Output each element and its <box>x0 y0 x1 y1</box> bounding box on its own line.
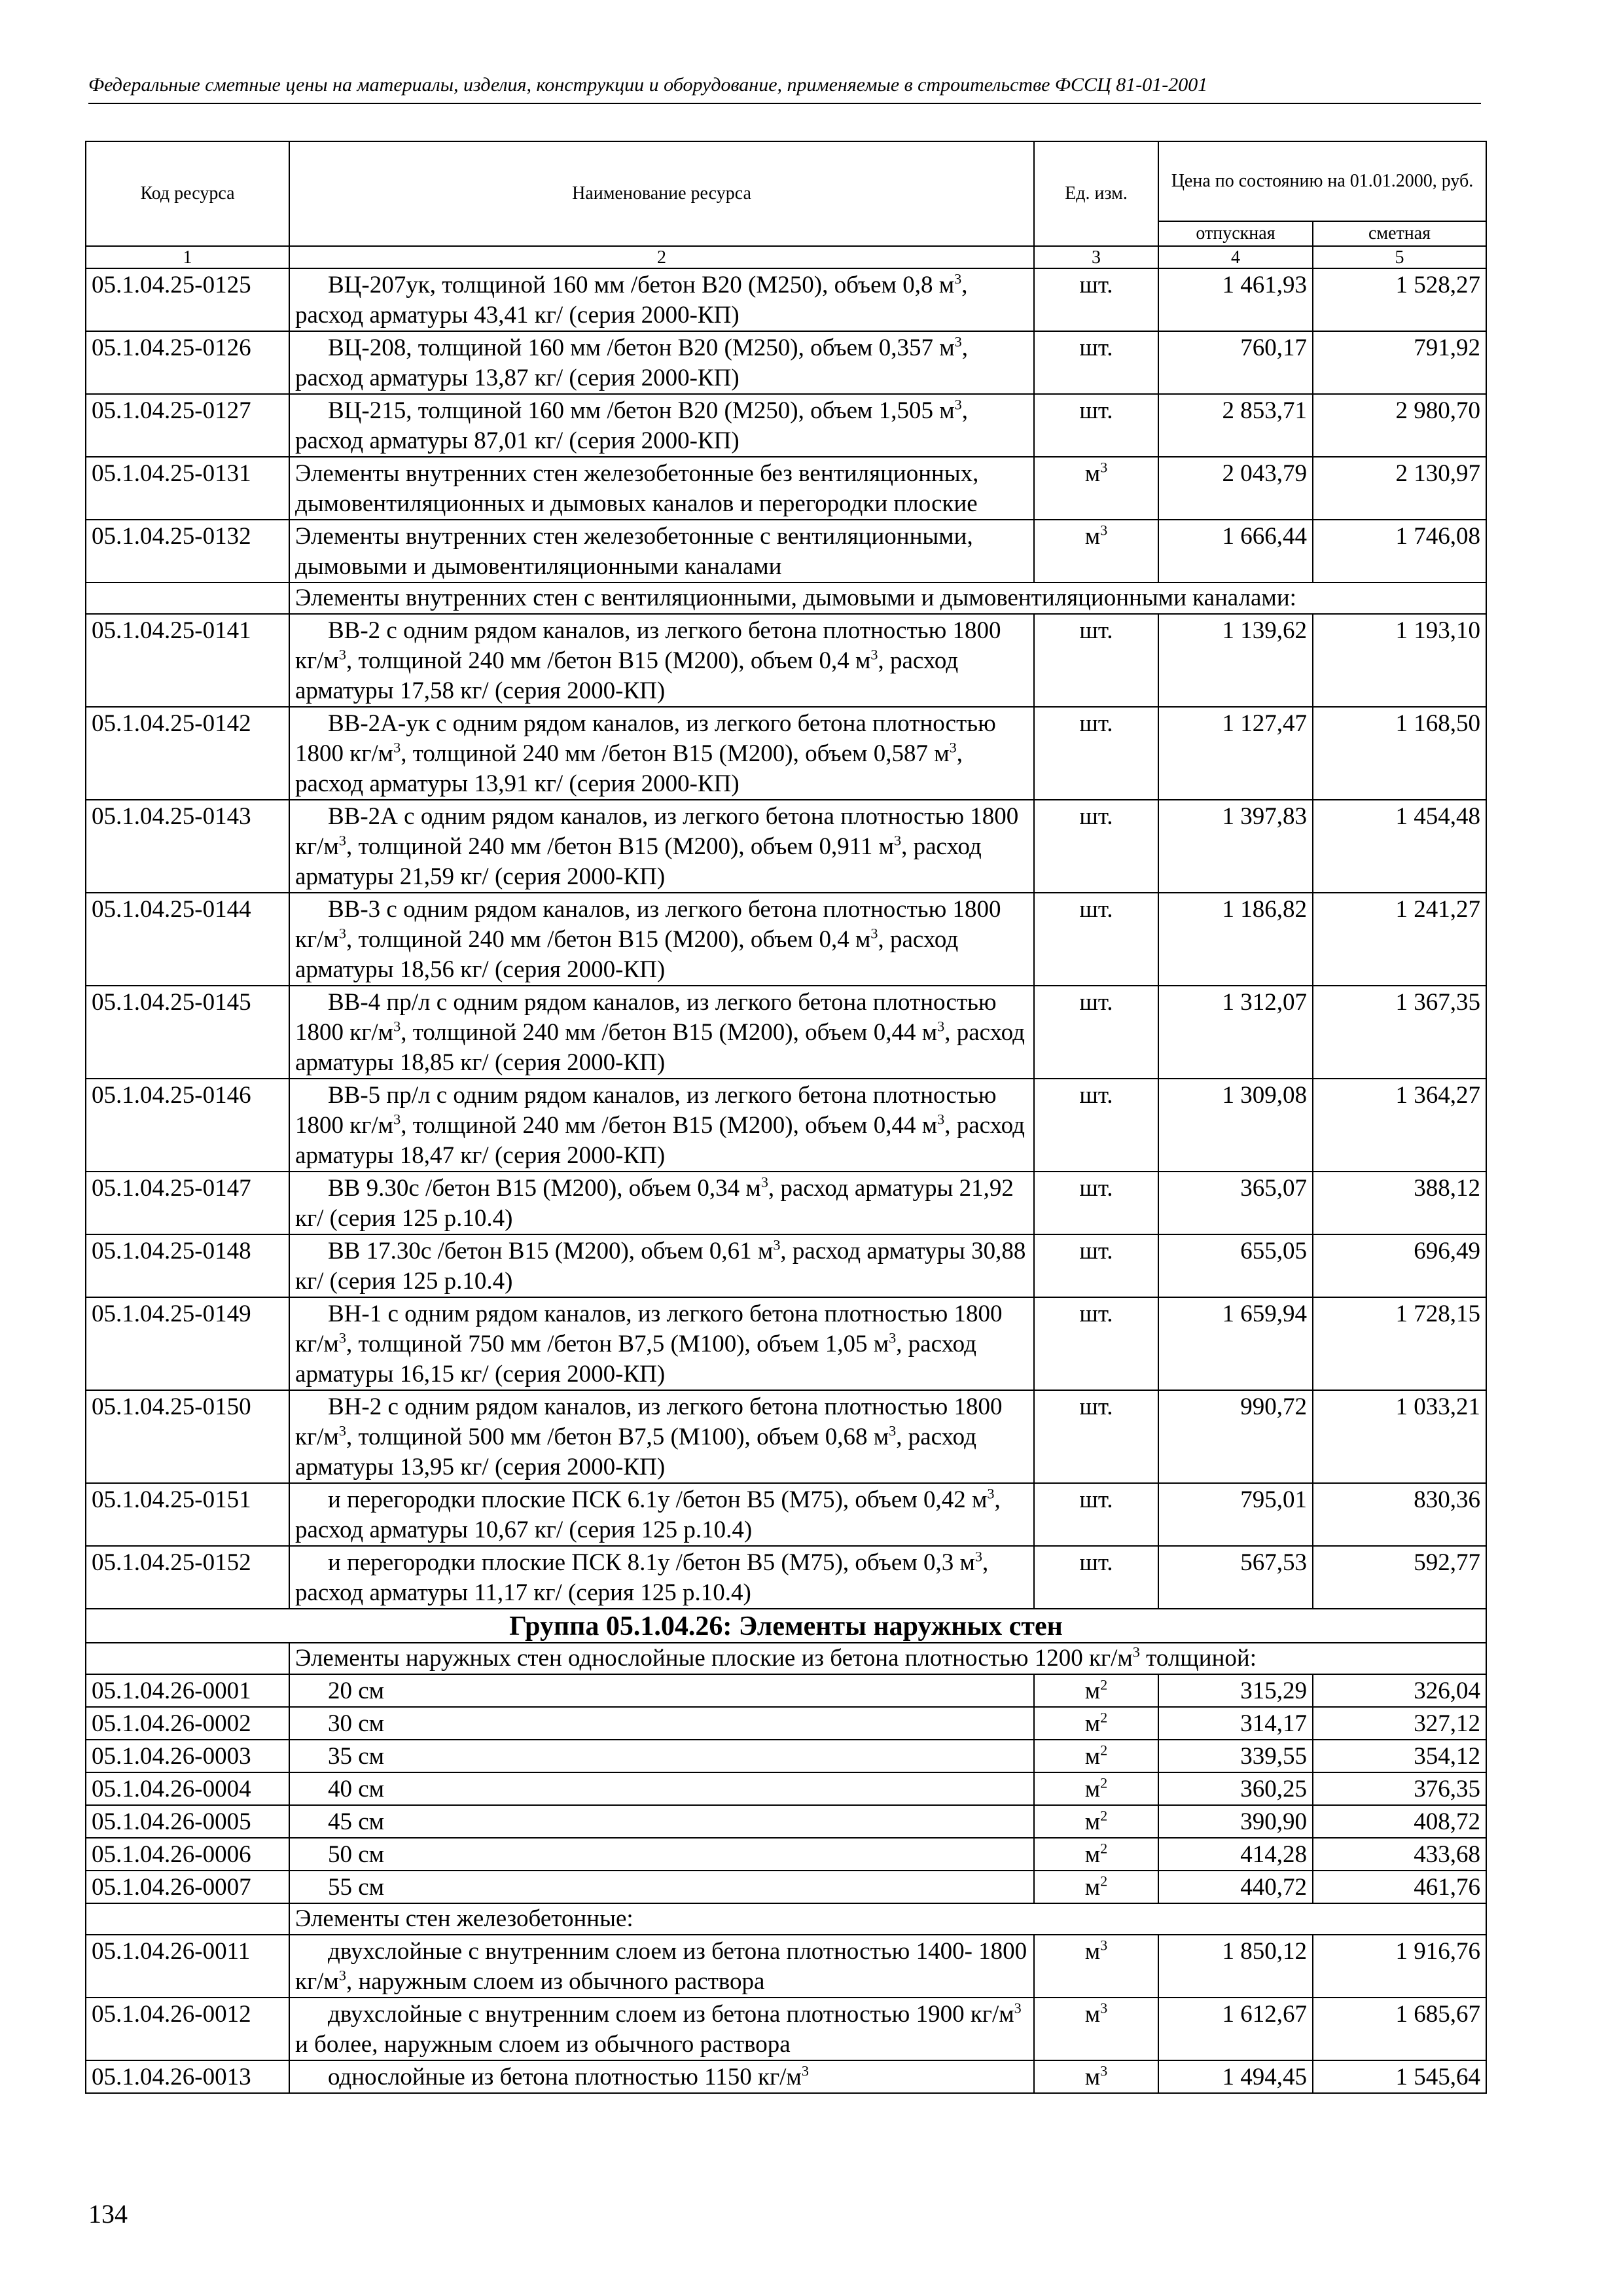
resource-name: 50 см <box>289 1838 1034 1871</box>
resource-name: ВВ-2А с одним рядом каналов, из легкого бетона плотностью 1800 $кг/м^3$, толщиной 240 мм /бетон В15 (М200), объем 0,911 $м^3$, расход арматуры 21,59 кг/ (серия 2000-КП) <box>289 800 1034 893</box>
price-estimate: 1 367,35 <box>1313 986 1486 1079</box>
resource-name: ВВ-2 с одним рядом каналов, из легкого бетона плотностью 1800 $кг/м^3$, толщиной 240 мм /бетон В15 (М200), объем 0,4 $м^3$, расход арматуры 17,58 кг/ (серия 2000-КП) <box>289 614 1034 707</box>
section-code-spacer <box>86 1903 289 1935</box>
unit: шт. <box>1034 614 1158 707</box>
price-table <box>85 141 1487 2094</box>
unit: $м^3$ <box>1034 457 1158 520</box>
price-estimate: 2 130,97 <box>1313 457 1486 520</box>
price-release: 655,05 <box>1158 1234 1313 1297</box>
table-row <box>86 1297 1486 1390</box>
section-heading-row <box>86 583 1486 614</box>
price-estimate: 1 746,08 <box>1313 520 1486 583</box>
header-name: Наименование ресурса <box>289 141 1034 246</box>
resource-code: 05.1.04.25-0127 <box>86 394 289 457</box>
section-heading: Элементы стен железобетонные: <box>289 1903 1486 1935</box>
table-row <box>86 1546 1486 1609</box>
price-estimate: 326,04 <box>1313 1674 1486 1707</box>
resource-code: 05.1.04.25-0146 <box>86 1079 289 1172</box>
page-header: Федеральные сметные цены на материалы, изделия, конструкции и оборудование, применяемые в строительстве ФССЦ 81-01-2001 <box>88 74 1208 96</box>
table-row <box>86 1172 1486 1234</box>
price-release: 360,25 <box>1158 1772 1313 1805</box>
header-price: Цена по состоянию на 01.01.2000, руб. <box>1158 141 1486 221</box>
table-row <box>86 520 1486 583</box>
unit: $м^3$ <box>1034 1998 1158 2060</box>
table-row <box>86 268 1486 331</box>
price-release: 2 853,71 <box>1158 394 1313 457</box>
table-row <box>86 1234 1486 1297</box>
resource-name: ВВ 17.30с /бетон В15 (М200), объем 0,61 $м^3$, расход арматуры 30,88 кг/ (серия 125 р.10.4) <box>289 1234 1034 1297</box>
resource-code: 05.1.04.25-0143 <box>86 800 289 893</box>
header-unit: Ед. изм. <box>1034 141 1158 246</box>
group-heading-row <box>86 1609 1486 1643</box>
resource-code: 05.1.04.26-0006 <box>86 1838 289 1871</box>
price-release: 440,72 <box>1158 1871 1313 1903</box>
unit: $м^3$ <box>1034 1935 1158 1998</box>
table-row <box>86 1390 1486 1483</box>
unit: $м^2$ <box>1034 1707 1158 1740</box>
resource-code: 05.1.04.25-0148 <box>86 1234 289 1297</box>
price-estimate: 1 454,48 <box>1313 800 1486 893</box>
price-estimate: 592,77 <box>1313 1546 1486 1609</box>
table-row <box>86 614 1486 707</box>
price-estimate: 1 545,64 <box>1313 2060 1486 2093</box>
price-release: 1 850,12 <box>1158 1935 1313 1998</box>
price-estimate: 2 980,70 <box>1313 394 1486 457</box>
price-release: 339,55 <box>1158 1740 1313 1772</box>
table-row <box>86 800 1486 893</box>
table-row <box>86 1772 1486 1805</box>
resource-name: ВВ 9.30с /бетон В15 (М200), объем 0,34 $м^3$, расход арматуры 21,92 кг/ (серия 125 р.10.4) <box>289 1172 1034 1234</box>
resource-name: двухслойные с внутренним слоем из бетона плотностью 1900 $кг/м^3$ и более, наружным слоем из обычного раствора <box>289 1998 1034 2060</box>
table-row <box>86 1740 1486 1772</box>
resource-code: 05.1.04.26-0011 <box>86 1935 289 1998</box>
resource-name: Элементы внутренних стен железобетонные без вентиляционных, дымовентиляционных и дымовых каналов и перегородки плоские <box>289 457 1034 520</box>
resource-code: 05.1.04.25-0151 <box>86 1483 289 1546</box>
price-estimate: 461,76 <box>1313 1871 1486 1903</box>
table-row <box>86 1707 1486 1740</box>
column-number: 1 <box>86 246 289 268</box>
resource-name: ВЦ-208, толщиной 160 мм /бетон В20 (М250), объем 0,357 $м^3$, расход арматуры 13,87 кг/ (серия 2000-КП) <box>289 331 1034 394</box>
unit: $м^2$ <box>1034 1838 1158 1871</box>
price-estimate: 327,12 <box>1313 1707 1486 1740</box>
unit: шт. <box>1034 1079 1158 1172</box>
resource-code: 05.1.04.26-0002 <box>86 1707 289 1740</box>
resource-name: 55 см <box>289 1871 1034 1903</box>
unit: шт. <box>1034 394 1158 457</box>
resource-name: ВВ-5 пр/л с одним рядом каналов, из легкого бетона плотностью 1800 $кг/м^3$, толщиной 240 мм /бетон В15 (М200), объем 0,44 $м^3$, расход арматуры 18,47 кг/ (серия 2000-КП) <box>289 1079 1034 1172</box>
price-estimate: 433,68 <box>1313 1838 1486 1871</box>
resource-name: ВН-2 с одним рядом каналов, из легкого бетона плотностью 1800 $кг/м^3$, толщиной 500 мм /бетон В7,5 (М100), объем 0,68 $м^3$, расход арматуры 13,95 кг/ (серия 2000-КП) <box>289 1390 1034 1483</box>
section-code-spacer <box>86 583 289 614</box>
column-number: 3 <box>1034 246 1158 268</box>
resource-name: 45 см <box>289 1805 1034 1838</box>
price-release: 1 612,67 <box>1158 1998 1313 2060</box>
resource-name: 35 см <box>289 1740 1034 1772</box>
table-row <box>86 1935 1486 1998</box>
table-row <box>86 1805 1486 1838</box>
price-estimate: 1 168,50 <box>1313 707 1486 800</box>
group-heading: Группа 05.1.04.26: Элементы наружных стен <box>86 1609 1486 1643</box>
column-number: 5 <box>1313 246 1486 268</box>
resource-code: 05.1.04.25-0142 <box>86 707 289 800</box>
resource-name: 20 см <box>289 1674 1034 1707</box>
price-estimate: 1 193,10 <box>1313 614 1486 707</box>
column-number: 4 <box>1158 246 1313 268</box>
resource-name: 30 см <box>289 1707 1034 1740</box>
unit: $м^2$ <box>1034 1805 1158 1838</box>
resource-code: 05.1.04.26-0012 <box>86 1998 289 2060</box>
resource-code: 05.1.04.26-0013 <box>86 2060 289 2093</box>
resource-code: 05.1.04.25-0150 <box>86 1390 289 1483</box>
unit: $м^2$ <box>1034 1772 1158 1805</box>
section-heading-row <box>86 1643 1486 1674</box>
resource-name: ВЦ-207ук, толщиной 160 мм /бетон В20 (М250), объем 0,8 $м^3$, расход арматуры 43,41 кг/ (серия 2000-КП) <box>289 268 1034 331</box>
resource-name: двухслойные с внутренним слоем из бетона плотностью 1400- 1800 $кг/м^3$, наружным слоем из обычного раствора <box>289 1935 1034 1998</box>
unit: шт. <box>1034 893 1158 986</box>
price-estimate: 408,72 <box>1313 1805 1486 1838</box>
table-row <box>86 2060 1486 2093</box>
resource-name: ВВ-2А-ук с одним рядом каналов, из легкого бетона плотностью 1800 $кг/м^3$, толщиной 240 мм /бетон В15 (М200), объем 0,587 $м^3$, расход арматуры 13,91 кг/ (серия 2000-КП) <box>289 707 1034 800</box>
section-heading: Элементы внутренних стен с вентиляционными, дымовыми и дымовентиляционными каналами: <box>289 583 1486 614</box>
price-release: 760,17 <box>1158 331 1313 394</box>
table-row <box>86 893 1486 986</box>
price-release: 1 139,62 <box>1158 614 1313 707</box>
resource-code: 05.1.04.25-0144 <box>86 893 289 986</box>
resource-name: Элементы внутренних стен железобетонные с вентиляционными, дымовыми и дымовентиляционными каналами <box>289 520 1034 583</box>
header-price-release: отпускная <box>1158 221 1313 246</box>
unit: шт. <box>1034 331 1158 394</box>
unit: шт. <box>1034 1234 1158 1297</box>
resource-code: 05.1.04.26-0005 <box>86 1805 289 1838</box>
header-price-estimate: сметная <box>1313 221 1486 246</box>
unit: шт. <box>1034 1297 1158 1390</box>
price-release: 365,07 <box>1158 1172 1313 1234</box>
price-release: 1 494,45 <box>1158 2060 1313 2093</box>
resource-name: однослойные из бетона плотностью 1150 $кг/м^3$ <box>289 2060 1034 2093</box>
resource-code: 05.1.04.26-0004 <box>86 1772 289 1805</box>
section-heading-row <box>86 1903 1486 1935</box>
price-estimate: 1 685,67 <box>1313 1998 1486 2060</box>
price-release: 390,90 <box>1158 1805 1313 1838</box>
price-release: 2 043,79 <box>1158 457 1313 520</box>
price-release: 1 461,93 <box>1158 268 1313 331</box>
price-release: 314,17 <box>1158 1707 1313 1740</box>
price-release: 1 666,44 <box>1158 520 1313 583</box>
resource-name: и перегородки плоские ПСК 6.1у /бетон В5 (М75), объем 0,42 $м^3$, расход арматуры 10,67 кг/ (серия 125 р.10.4) <box>289 1483 1034 1546</box>
price-estimate: 830,36 <box>1313 1483 1486 1546</box>
resource-name: 40 см <box>289 1772 1034 1805</box>
price-release: 315,29 <box>1158 1674 1313 1707</box>
price-release: 795,01 <box>1158 1483 1313 1546</box>
unit: $м^3$ <box>1034 2060 1158 2093</box>
unit: шт. <box>1034 986 1158 1079</box>
resource-code: 05.1.04.26-0001 <box>86 1674 289 1707</box>
resource-code: 05.1.04.25-0126 <box>86 331 289 394</box>
resource-name: и перегородки плоские ПСК 8.1у /бетон В5 (М75), объем 0,3 $м^3$, расход арматуры 11,17 кг/ (серия 125 р.10.4) <box>289 1546 1034 1609</box>
table-row <box>86 1838 1486 1871</box>
price-estimate: 696,49 <box>1313 1234 1486 1297</box>
unit: шт. <box>1034 1390 1158 1483</box>
price-release: 1 127,47 <box>1158 707 1313 800</box>
unit: $м^2$ <box>1034 1674 1158 1707</box>
price-release: 567,53 <box>1158 1546 1313 1609</box>
price-estimate: 1 528,27 <box>1313 268 1486 331</box>
price-estimate: 1 364,27 <box>1313 1079 1486 1172</box>
table-row <box>86 707 1486 800</box>
unit: шт. <box>1034 268 1158 331</box>
resource-name: ВВ-4 пр/л с одним рядом каналов, из легкого бетона плотностью 1800 $кг/м^3$, толщиной 240 мм /бетон В15 (М200), объем 0,44 $м^3$, расход арматуры 18,85 кг/ (серия 2000-КП) <box>289 986 1034 1079</box>
resource-code: 05.1.04.25-0141 <box>86 614 289 707</box>
price-estimate: 791,92 <box>1313 331 1486 394</box>
resource-code: 05.1.04.25-0145 <box>86 986 289 1079</box>
section-code-spacer <box>86 1643 289 1674</box>
resource-name: ВН-1 с одним рядом каналов, из легкого бетона плотностью 1800 $кг/м^3$, толщиной 750 мм /бетон В7,5 (М100), объем 1,05 $м^3$, расход арматуры 16,15 кг/ (серия 2000-КП) <box>289 1297 1034 1390</box>
unit: шт. <box>1034 1172 1158 1234</box>
unit: шт. <box>1034 1483 1158 1546</box>
price-release: 990,72 <box>1158 1390 1313 1483</box>
price-estimate: 354,12 <box>1313 1740 1486 1772</box>
table-row <box>86 1998 1486 2060</box>
resource-code: 05.1.04.26-0003 <box>86 1740 289 1772</box>
price-release: 414,28 <box>1158 1838 1313 1871</box>
resource-name: ВВ-3 с одним рядом каналов, из легкого бетона плотностью 1800 $кг/м^3$, толщиной 240 мм /бетон В15 (М200), объем 0,4 $м^3$, расход арматуры 18,56 кг/ (серия 2000-КП) <box>289 893 1034 986</box>
table-row <box>86 986 1486 1079</box>
table-row <box>86 1079 1486 1172</box>
header-code: Код ресурса <box>86 141 289 246</box>
price-estimate: 1 241,27 <box>1313 893 1486 986</box>
resource-name: ВЦ-215, толщиной 160 мм /бетон В20 (М250), объем 1,505 $м^3$, расход арматуры 87,01 кг/ (серия 2000-КП) <box>289 394 1034 457</box>
resource-code: 05.1.04.25-0132 <box>86 520 289 583</box>
resource-code: 05.1.04.25-0125 <box>86 268 289 331</box>
table-row <box>86 1674 1486 1707</box>
table-row <box>86 1871 1486 1903</box>
table-body <box>86 268 1486 2093</box>
price-estimate: 1 728,15 <box>1313 1297 1486 1390</box>
resource-code: 05.1.04.25-0152 <box>86 1546 289 1609</box>
price-release: 1 186,82 <box>1158 893 1313 986</box>
unit: шт. <box>1034 800 1158 893</box>
table-row <box>86 394 1486 457</box>
resource-code: 05.1.04.25-0131 <box>86 457 289 520</box>
price-release: 1 397,83 <box>1158 800 1313 893</box>
unit: шт. <box>1034 707 1158 800</box>
unit: $м^3$ <box>1034 520 1158 583</box>
price-release: 1 659,94 <box>1158 1297 1313 1390</box>
price-estimate: 376,35 <box>1313 1772 1486 1805</box>
price-release: 1 312,07 <box>1158 986 1313 1079</box>
column-number: 2 <box>289 246 1034 268</box>
price-estimate: 1 033,21 <box>1313 1390 1486 1483</box>
price-estimate: 1 916,76 <box>1313 1935 1486 1998</box>
price-release: 1 309,08 <box>1158 1079 1313 1172</box>
resource-code: 05.1.04.26-0007 <box>86 1871 289 1903</box>
resource-code: 05.1.04.25-0147 <box>86 1172 289 1234</box>
price-estimate: 388,12 <box>1313 1172 1486 1234</box>
unit: $м^2$ <box>1034 1740 1158 1772</box>
resource-code: 05.1.04.25-0149 <box>86 1297 289 1390</box>
unit: $м^2$ <box>1034 1871 1158 1903</box>
unit: шт. <box>1034 1546 1158 1609</box>
table-row <box>86 1483 1486 1546</box>
table-row <box>86 331 1486 394</box>
section-heading: Элементы наружных стен однослойные плоские из бетона плотностью 1200 $кг/м^3$ толщиной: <box>289 1643 1486 1674</box>
header-rule <box>88 103 1481 104</box>
page-number: 134 <box>88 2199 128 2229</box>
table-row <box>86 457 1486 520</box>
